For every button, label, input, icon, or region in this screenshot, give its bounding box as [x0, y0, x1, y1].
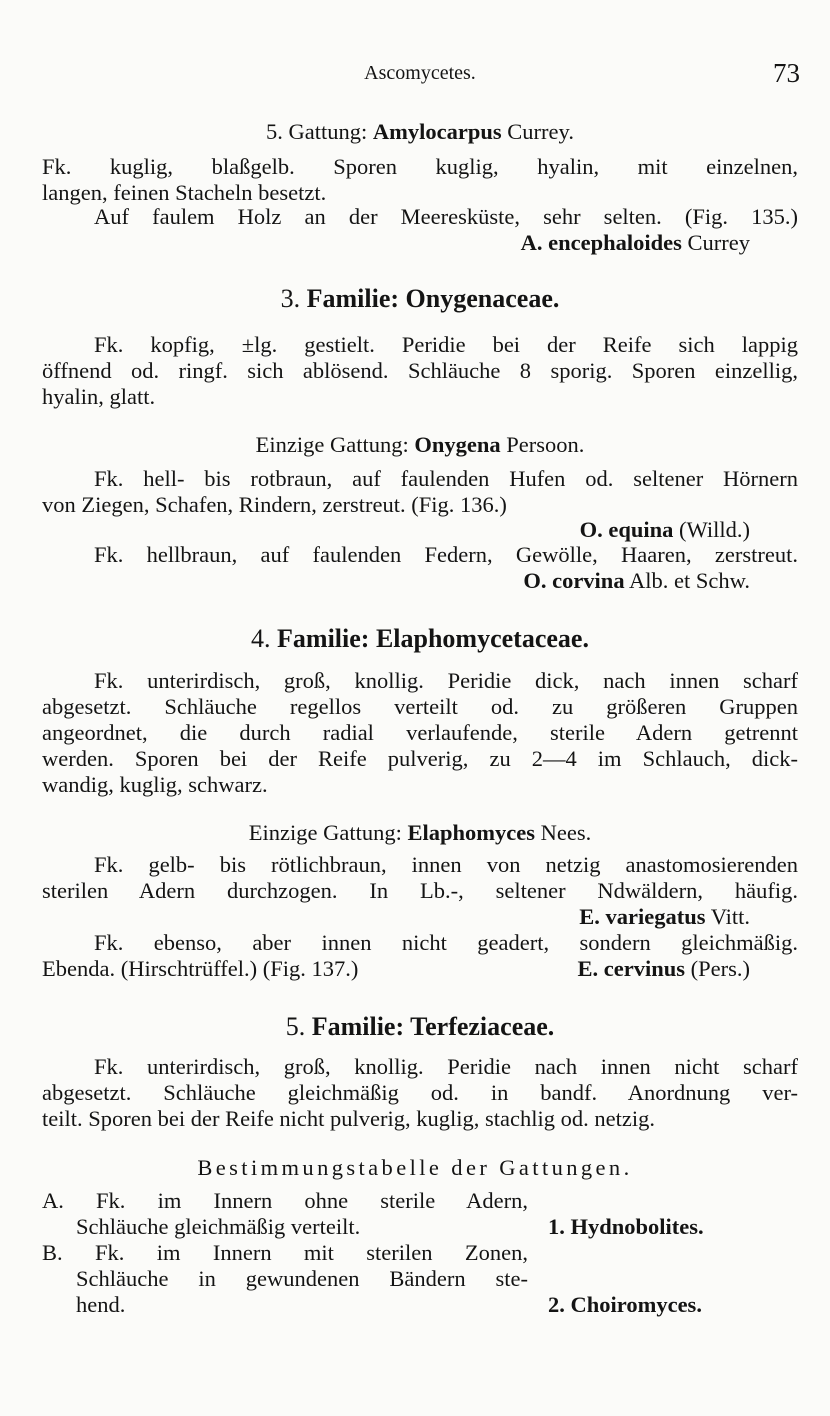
habitat-line: Auf faulem Holz an der Meeresküste, sehr selten. (Fig. 135.): [94, 204, 798, 229]
species-line: [42, 904, 750, 930]
genus-heading-prefix: Einzige Gattung:: [255, 432, 415, 457]
species-name: O. corvina: [523, 568, 625, 593]
key-entry-a-line: Schläuche gleichmäßig verteilt.: [76, 1214, 361, 1239]
paragraph-line: Fk. kopfig, ±lg. gestielt. Peridie bei der Reife sich lappig: [94, 332, 798, 357]
family-title: Familie: Elaphomycetaceae.: [277, 624, 589, 653]
family-heading-elaphomycetaceae: [42, 626, 798, 652]
family-number: 5.: [285, 1012, 312, 1041]
genus-heading-amylocarpus: [42, 119, 798, 145]
species-line: [42, 568, 750, 594]
species-name: E. variegatus: [579, 904, 706, 929]
paragraph-line: Fk. hell- bis rotbraun, auf faulenden Hufen od. seltener Hörnern: [94, 466, 798, 491]
species-author: (Willd.): [673, 517, 750, 542]
species-author: Alb. et Schw.: [624, 568, 750, 593]
genus-heading-prefix: 5. Gattung:: [266, 119, 373, 144]
paragraph-line: sterilen Adern durchzogen. In Lb.-, seltener Ndwäldern, häufig.: [42, 878, 798, 903]
genus-author: Currey.: [501, 119, 574, 144]
paragraph-line: von Ziegen, Schafen, Rindern, zerstreut. (Fig. 136.): [42, 492, 507, 517]
paragraph-line: Fk. hellbraun, auf faulenden Federn, Gewölle, Haaren, zerstreut.: [94, 542, 798, 567]
family-heading-terfeziaceae: [42, 1014, 798, 1040]
family-number: 4.: [251, 624, 278, 653]
page-number: 73: [773, 58, 800, 88]
species-line: [42, 956, 750, 982]
paragraph-line: Fk. gelb- bis rötlichbraun, innen von netzig anastomosierenden: [94, 852, 798, 877]
paragraph-line: Fk. unterirdisch, groß, knollig. Peridie dick, nach innen scharf: [94, 668, 798, 693]
key-entry-b-line: hend.: [76, 1292, 126, 1317]
family-number: 3.: [280, 284, 307, 313]
genus-heading-elaphomyces: [42, 820, 798, 846]
paragraph-line: öffnend od. ringf. sich ablösend. Schläuche 8 sporig. Sporen einzellig,: [42, 358, 798, 383]
species-author: Vitt.: [705, 904, 750, 929]
genus-name: Onygena: [414, 432, 501, 457]
genus-heading-prefix: Einzige Gattung:: [248, 820, 408, 845]
genus-name: Elaphomyces: [407, 820, 535, 845]
running-title: Ascomycetes.: [364, 62, 476, 84]
species-name: E. cervinus: [577, 956, 686, 981]
species-author: Currey: [681, 230, 750, 255]
family-title: Familie: Onygenaceae.: [306, 284, 560, 313]
genus-author: Nees.: [535, 820, 592, 845]
species-author: (Pers.): [685, 956, 750, 981]
paragraph-line: Ebenda. (Hirschtrüffel.) (Fig. 137.): [42, 956, 359, 981]
family-heading-onygenaceae: [42, 286, 798, 312]
species-line: [42, 230, 750, 256]
key-result-choiromyces: 2. Choiromyces.: [548, 1292, 702, 1317]
key-table-title: Bestimmungstabelle der Gattungen.: [197, 1155, 633, 1180]
species-name: A. encephaloides: [520, 230, 682, 255]
paragraph-line: teilt. Sporen bei der Reife nicht pulverig, kuglig, stachlig od. netzig.: [42, 1106, 655, 1131]
key-entry-a-line: A. Fk. im Innern ohne sterile Adern,: [42, 1188, 528, 1213]
genus-author: Persoon.: [500, 432, 585, 457]
paragraph-line: hyalin, glatt.: [42, 384, 156, 409]
paragraph-line: Fk. kuglig, blaßgelb. Sporen kuglig, hyalin, mit einzelnen,: [42, 154, 798, 179]
key-result-hydnobolites: 1. Hydnobolites.: [548, 1214, 704, 1239]
genus-heading-onygena: [42, 432, 798, 458]
paragraph-line: wandig, kuglig, schwarz.: [42, 772, 268, 797]
paragraph-line: abgesetzt. Schläuche regellos verteilt od. zu größeren Gruppen: [42, 694, 798, 719]
paragraph-line: langen, feinen Stacheln besetzt.: [42, 180, 327, 205]
paragraph-line: Fk. ebenso, aber innen nicht geadert, sondern gleichmäßig.: [94, 930, 798, 955]
key-entry-b-line: Schläuche in gewundenen Bändern ste-: [76, 1266, 528, 1291]
paragraph-line: abgesetzt. Schläuche gleichmäßig od. in bandf. Anordnung ver-: [42, 1080, 798, 1105]
paragraph-line: angeordnet, die durch radial verlaufende, sterile Adern getrennt: [42, 720, 798, 745]
species-name: O. equina: [579, 517, 674, 542]
genus-name: Amylocarpus: [372, 119, 502, 144]
family-title: Familie: Terfeziaceae.: [311, 1012, 555, 1041]
paragraph-line: Fk. unterirdisch, groß, knollig. Peridie nach innen nicht scharf: [94, 1054, 798, 1079]
species-line: [42, 517, 750, 543]
key-entry-b-line: B. Fk. im Innern mit sterilen Zonen,: [42, 1240, 528, 1265]
paragraph-line: werden. Sporen bei der Reife pulverig, zu 2—4 im Schlauch, dick-: [42, 746, 798, 771]
